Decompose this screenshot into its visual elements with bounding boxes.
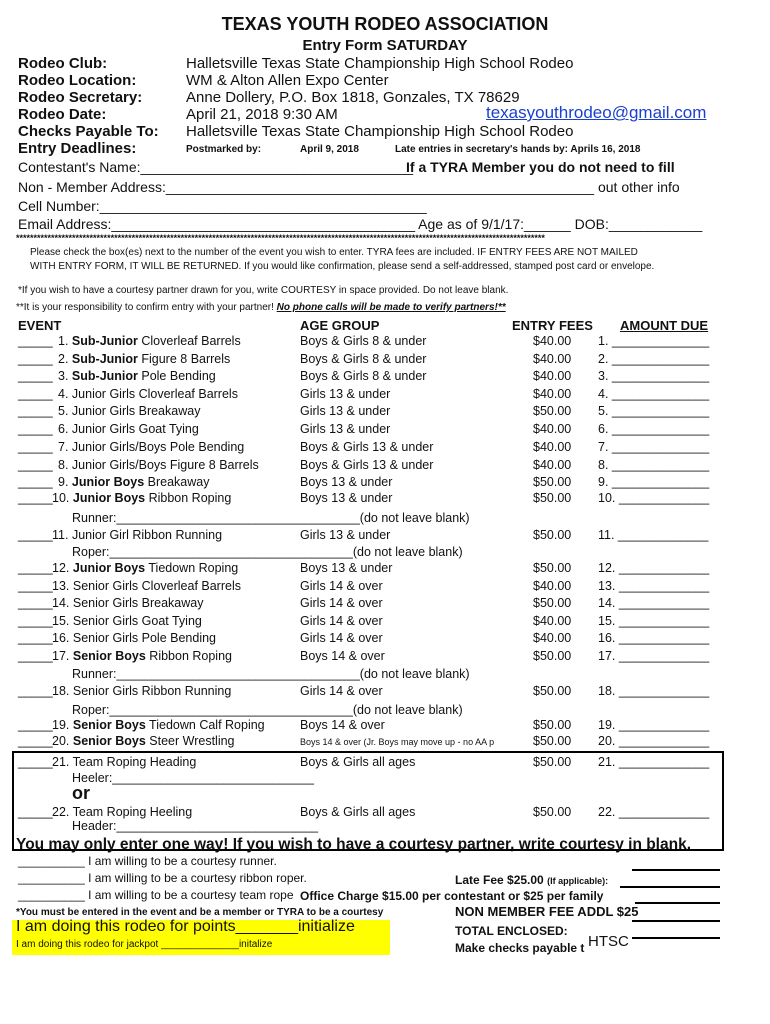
event-name-bold: Senior Boys	[72, 734, 146, 748]
event-number: 14.	[52, 596, 70, 610]
non-member-fee-label: NON MEMBER FEE ADDL $25	[455, 904, 639, 919]
late-entries-note: Late entries in secretary's hands by: Aprils 16, 2018	[395, 144, 641, 155]
star-divider: *******************************************************************************************************************************************************	[16, 233, 545, 243]
event-number: 15.	[52, 614, 70, 628]
col-age-group: AGE GROUP	[300, 318, 380, 333]
event-number: 2.	[58, 352, 69, 366]
courtesy-note: *If you wish to have a courtesy partner drawn for you, write COURTESY in space provided. Do not leave blank.	[18, 285, 509, 296]
rodeo-secretary-label: Rodeo Secretary:	[18, 89, 143, 106]
event-amount-due[interactable]: 6. ______________	[598, 422, 710, 436]
event-amount-due[interactable]: 11. _____________	[598, 528, 709, 542]
total-enclosed-label: TOTAL ENCLOSED:	[455, 924, 568, 938]
event-name	[58, 334, 241, 348]
event-entry-fee: $40.00	[533, 422, 572, 436]
event-check-blank[interactable]: _____	[18, 631, 53, 645]
event-amount-due[interactable]: 8. ______________	[598, 458, 710, 472]
event-name	[52, 734, 235, 748]
event-check-blank[interactable]: _____	[18, 805, 53, 819]
event-number: 3.	[58, 369, 69, 383]
event-entry-fee: $40.00	[533, 387, 572, 401]
event-age-group: Girls 14 & over	[300, 596, 383, 610]
event-entry-fee: $40.00	[533, 579, 572, 593]
event-amount-due[interactable]: 14. _____________	[598, 596, 710, 610]
event-age-group: Boys & Girls 13 & under	[300, 440, 434, 454]
event-name	[52, 596, 203, 610]
event-amount-due[interactable]: 2. ______________	[598, 352, 710, 366]
event-check-blank[interactable]: _____	[18, 369, 53, 383]
checks-payable-value: Halletsville Texas State Championship High School Rodeo	[186, 123, 574, 140]
event-name	[52, 614, 202, 628]
event-name	[58, 387, 238, 401]
event-number: 10.	[52, 491, 70, 505]
partner-note-bold: No phone calls will be made to verify partners!**	[276, 302, 506, 313]
event-name-rest: Junior Girls/Boys Figure 8 Barrels	[71, 458, 259, 472]
header-field[interactable]: Header:_____________________________	[72, 819, 319, 833]
event-age-group: Boys & Girls 8 & under	[300, 369, 427, 383]
event-amount-due[interactable]: 21. _____________	[598, 755, 710, 769]
event-entry-fee: $50.00	[533, 404, 572, 418]
rodeo-date-value: April 21, 2018 9:30 AM	[186, 106, 338, 123]
event-name	[58, 404, 200, 418]
postmarked-label: Postmarked by:	[186, 144, 262, 155]
event-entry-fee: $50.00	[533, 561, 572, 575]
event-name-rest: Junior Girls/Boys Pole Bending	[71, 440, 245, 454]
event-check-blank[interactable]: _____	[18, 387, 53, 401]
event-name-bold: Sub-Junior	[71, 352, 138, 366]
event-amount-due[interactable]: 4. ______________	[598, 387, 710, 401]
email-age-dob-field[interactable]: Email Address:_______________________________________ Age as of 9/1/17:______ DOB:____________	[18, 216, 703, 232]
event-check-blank[interactable]: _____	[18, 422, 53, 436]
form-title: TEXAS YOUTH RODEO ASSOCIATION	[221, 14, 549, 34]
partner-note	[16, 302, 506, 313]
event-amount-due[interactable]: 16. _____________	[598, 631, 710, 645]
event-name-bold: Sub-Junior	[71, 369, 138, 383]
event-entry-fee: $40.00	[533, 614, 572, 628]
event-name-bold: Sub-Junior	[71, 334, 138, 348]
instructions-line-2: WITH ENTRY FORM, IT WILL BE RETURNED. If you would like confirmation, please send a self-addressed, stamped post card or envelope.	[30, 261, 655, 272]
col-entry-fees: ENTRY FEES	[512, 318, 593, 333]
rodeo-date-label: Rodeo Date:	[18, 106, 107, 123]
runner-field-17[interactable]: Runner:___________________________________(do not leave blank)	[72, 667, 470, 681]
courtesy-member-note: *You must be entered in the event and be a member or TYRA to be a courtesy	[16, 907, 384, 918]
event-age-group: Boys 14 & over	[300, 718, 385, 732]
late-fee-label	[455, 873, 608, 887]
event-name-rest: Ribbon Roping	[145, 649, 232, 663]
event-entry-fee: $40.00	[533, 334, 572, 348]
event-number: 11.	[52, 528, 69, 542]
event-name-rest: Senior Girls Pole Bending	[72, 631, 217, 645]
event-age-group: Girls 13 & under	[300, 528, 391, 542]
event-number: 5.	[58, 404, 69, 418]
event-check-blank[interactable]: _____	[18, 440, 53, 454]
event-name-bold: Senior Boys	[72, 718, 146, 732]
event-name	[58, 475, 209, 489]
event-age-group: Boys 13 & under	[300, 491, 393, 505]
event-amount-due[interactable]: 1. ______________	[598, 334, 710, 348]
event-number: 8.	[58, 458, 69, 472]
event-amount-due[interactable]: 7. ______________	[598, 440, 710, 454]
event-entry-fee: $50.00	[533, 649, 572, 663]
event-name	[52, 684, 231, 698]
address-field[interactable]: Non - Member Address:_______________________________________________________ out other info	[18, 179, 680, 195]
event-check-blank[interactable]: _____	[18, 718, 53, 732]
event-check-blank[interactable]: _____	[18, 614, 53, 628]
rodeo-club-label: Rodeo Club:	[18, 55, 108, 72]
event-check-blank[interactable]: _____	[18, 491, 53, 505]
rodeo-secretary-value: Anne Dollery, P.O. Box 1818, Gonzales, TX 78629	[186, 89, 520, 106]
event-entry-fee: $50.00	[533, 734, 572, 748]
event-check-blank[interactable]: _____	[18, 334, 53, 348]
event-check-blank[interactable]: _____	[18, 561, 53, 575]
event-name-bold: Junior Boys	[72, 491, 146, 505]
event-name	[58, 369, 216, 383]
event-check-blank[interactable]: _____	[18, 755, 53, 769]
points-field[interactable]: I am doing this rodeo for points_______initialize	[16, 918, 355, 935]
entry-deadlines-label: Entry Deadlines:	[18, 140, 137, 157]
event-number: 20.	[52, 734, 70, 748]
event-name-rest: Tiedown Roping	[145, 561, 239, 575]
event-name-bold: Junior Boys	[71, 475, 145, 489]
event-number: 17.	[52, 649, 70, 663]
event-entry-fee: $50.00	[533, 475, 572, 489]
event-number: 1.	[58, 334, 69, 348]
courtesy-team-field[interactable]: __________ I am willing to be a courtesy team rope	[18, 888, 294, 902]
event-name-rest: Senior Girls Cloverleaf Barrels	[72, 579, 241, 593]
event-amount-due[interactable]: 9. ______________	[598, 475, 710, 489]
event-name-rest: Senior Girls Breakaway	[72, 596, 204, 610]
event-entry-fee: $50.00	[533, 718, 572, 732]
event-check-blank[interactable]: _____	[18, 684, 53, 698]
one-way-banner: You may only enter one way! If you wish to have a courtesy partner, write courtesy in blank.	[16, 836, 692, 853]
event-number: 18.	[52, 684, 70, 698]
event-age-group: Girls 14 & over	[300, 579, 383, 593]
rodeo-club-value: Halletsville Texas State Championship High School Rodeo	[186, 55, 574, 72]
make-checks-payee: HTSC	[588, 933, 629, 950]
late-fee-line[interactable]	[620, 886, 720, 888]
event-age-group: Boys 14 & over (Jr. Boys may move up - no AA p	[300, 737, 495, 747]
event-name-rest: Junior Girl Ribbon Running	[71, 528, 223, 542]
event-age-group: Boys & Girls 8 & under	[300, 334, 427, 348]
office-charge-note: Office Charge $15.00 per contestant or $25 per family	[300, 889, 604, 903]
event-name-rest: Team Roping Heading	[72, 755, 197, 769]
event-number: 4.	[58, 387, 69, 401]
event-number: 6.	[58, 422, 69, 436]
non-member-fee-line[interactable]	[632, 920, 720, 922]
event-age-group: Girls 13 & under	[300, 387, 391, 401]
event-age-group: Boys & Girls all ages	[300, 805, 416, 819]
late-fee-small: (If applicable):	[547, 876, 609, 886]
event-age-group: Boys 13 & under	[300, 475, 393, 489]
event-name-rest: Junior Girls Breakaway	[71, 404, 201, 418]
event-name-rest: Figure 8 Barrels	[137, 352, 231, 366]
event-age-group: Boys & Girls 8 & under	[300, 352, 427, 366]
event-entry-fee: $40.00	[533, 458, 572, 472]
rodeo-location-label: Rodeo Location:	[18, 72, 137, 89]
event-name-rest: Cloverleaf Barrels	[137, 334, 241, 348]
event-name	[58, 458, 259, 472]
cell-number-field[interactable]: Cell Number:__________________________________________	[18, 198, 427, 214]
event-name	[58, 422, 199, 436]
roper-field-11[interactable]: Roper:___________________________________(do not leave blank)	[72, 545, 463, 559]
heeler-field[interactable]: Heeler:_____________________________	[72, 771, 314, 785]
event-entry-fee: $40.00	[533, 352, 572, 366]
courtesy-runner-field[interactable]: __________ I am willing to be a courtesy runner.	[18, 854, 277, 868]
event-age-group: Boys & Girls 13 & under	[300, 458, 434, 472]
event-amount-due[interactable]: 19. _____________	[598, 718, 710, 732]
event-name-rest: Junior Girls Cloverleaf Barrels	[71, 387, 238, 401]
event-age-group: Girls 14 & over	[300, 614, 383, 628]
event-check-blank[interactable]: _____	[18, 649, 53, 663]
rodeo-location-value: WM & Alton Allen Expo Center	[186, 72, 389, 89]
event-number: 9.	[58, 475, 69, 489]
secretary-email-link[interactable]: texasyouthrodeo@gmail.com	[486, 103, 707, 122]
event-age-group: Girls 14 & over	[300, 631, 383, 645]
event-check-blank[interactable]: _____	[18, 475, 53, 489]
event-name	[52, 491, 231, 505]
event-name-bold: Senior Boys	[72, 649, 146, 663]
event-check-blank[interactable]: _____	[18, 404, 53, 418]
runner-field-10[interactable]: Runner:___________________________________(do not leave blank)	[72, 511, 470, 525]
col-amount-due: AMOUNT DUE	[620, 318, 709, 333]
event-entry-fee: $40.00	[533, 369, 572, 383]
event-name	[52, 631, 216, 645]
event-amount-due[interactable]: 5. ______________	[598, 404, 710, 418]
event-number: 22.	[52, 805, 70, 819]
event-name-rest: Steer Wrestling	[145, 734, 235, 748]
event-number: 12.	[52, 561, 70, 575]
event-name-rest: Pole Bending	[137, 369, 216, 383]
event-age-group: Boys & Girls all ages	[300, 755, 416, 769]
event-name-rest: Breakaway	[144, 475, 210, 489]
make-checks-label: Make checks payable t	[455, 941, 585, 955]
office-fee-line[interactable]	[635, 902, 720, 904]
event-entry-fee: $50.00	[533, 596, 572, 610]
event-amount-due[interactable]: 15. _____________	[598, 614, 710, 628]
instructions-line-1: Please check the box(es) next to the number of the event you wish to enter. TYRA fees are included. IF ENTRY FEES ARE NOT MAILED	[30, 247, 638, 258]
event-name	[52, 561, 238, 575]
event-entry-fee: $50.00	[533, 755, 572, 769]
courtesy-ribbon-field[interactable]: __________ I am willing to be a courtesy ribbon roper.	[18, 871, 307, 885]
or-label: or	[72, 783, 90, 803]
form-subtitle: Entry Form SATURDAY	[302, 37, 468, 54]
event-check-blank[interactable]: _____	[18, 458, 53, 472]
event-name	[52, 718, 265, 732]
event-age-group: Girls 13 & under	[300, 404, 391, 418]
event-age-group: Boys 14 & over	[300, 649, 385, 663]
event-name-rest: Tiedown Calf Roping	[145, 718, 265, 732]
event-amount-due[interactable]: 3. ______________	[598, 369, 710, 383]
event-amount-due[interactable]: 10. _____________	[598, 491, 710, 505]
event-amount-due[interactable]: 17. _____________	[598, 649, 710, 663]
event-name-rest: Junior Girls Goat Tying	[71, 422, 199, 436]
event-check-blank[interactable]: _____	[18, 734, 53, 748]
event-name	[52, 528, 222, 542]
event-number: 19.	[52, 718, 70, 732]
event-check-blank[interactable]: _____	[18, 352, 53, 366]
event-check-blank[interactable]: _____	[18, 579, 53, 593]
col-event: EVENT	[18, 318, 62, 333]
event-number: 7.	[58, 440, 69, 454]
event-age-group: Girls 14 & over	[300, 684, 383, 698]
event-number: 13.	[52, 579, 70, 593]
event-name	[58, 352, 230, 366]
postmarked-date: April 9, 2018	[300, 144, 359, 155]
event-amount-due[interactable]: 12. _____________	[598, 561, 710, 575]
event-entry-fee: $50.00	[533, 491, 572, 505]
event-check-blank[interactable]: _____	[18, 596, 53, 610]
total-enclosed-line[interactable]	[632, 937, 720, 939]
courtesy-fee-line[interactable]	[632, 869, 720, 871]
event-number: 16.	[52, 631, 70, 645]
event-amount-due[interactable]: 20. _____________	[598, 734, 710, 748]
event-entry-fee: $50.00	[533, 528, 572, 542]
event-age-group: Boys 13 & under	[300, 561, 393, 575]
event-entry-fee: $50.00	[533, 805, 572, 819]
partner-note-text: **It is your responsibility to confirm entry with your partner!	[16, 302, 274, 313]
event-name-rest: Senior Girls Goat Tying	[72, 614, 202, 628]
checks-payable-label: Checks Payable To:	[18, 123, 159, 140]
event-amount-due[interactable]: 13. _____________	[598, 579, 710, 593]
event-amount-due[interactable]: 22. _____________	[598, 805, 710, 819]
member-note: If a TYRA Member you do not need to fill	[406, 159, 675, 175]
event-name-rest: Senior Girls Ribbon Running	[72, 684, 232, 698]
contestant-name-field[interactable]: Contestant's Name:___________________________________	[18, 159, 414, 175]
event-check-blank[interactable]: _____	[18, 528, 53, 542]
roper-field-18[interactable]: Roper:___________________________________(do not leave blank)	[72, 703, 463, 717]
event-entry-fee: $50.00	[533, 684, 572, 698]
event-name-rest: Team Roping Heeling	[72, 805, 193, 819]
event-amount-due[interactable]: 18. _____________	[598, 684, 710, 698]
event-entry-fee: $40.00	[533, 631, 572, 645]
event-name	[52, 649, 232, 663]
event-number: 21.	[52, 755, 70, 769]
event-name-rest: Ribbon Roping	[145, 491, 232, 505]
event-name-bold: Junior Boys	[72, 561, 146, 575]
event-entry-fee: $40.00	[533, 440, 572, 454]
event-name	[58, 440, 244, 454]
event-age-group: Girls 13 & under	[300, 422, 391, 436]
late-fee-text: Late Fee $25.00	[455, 873, 544, 887]
event-name	[52, 579, 241, 593]
jackpot-field[interactable]: I am doing this rodeo for jackpot ______________initalize	[16, 939, 273, 950]
